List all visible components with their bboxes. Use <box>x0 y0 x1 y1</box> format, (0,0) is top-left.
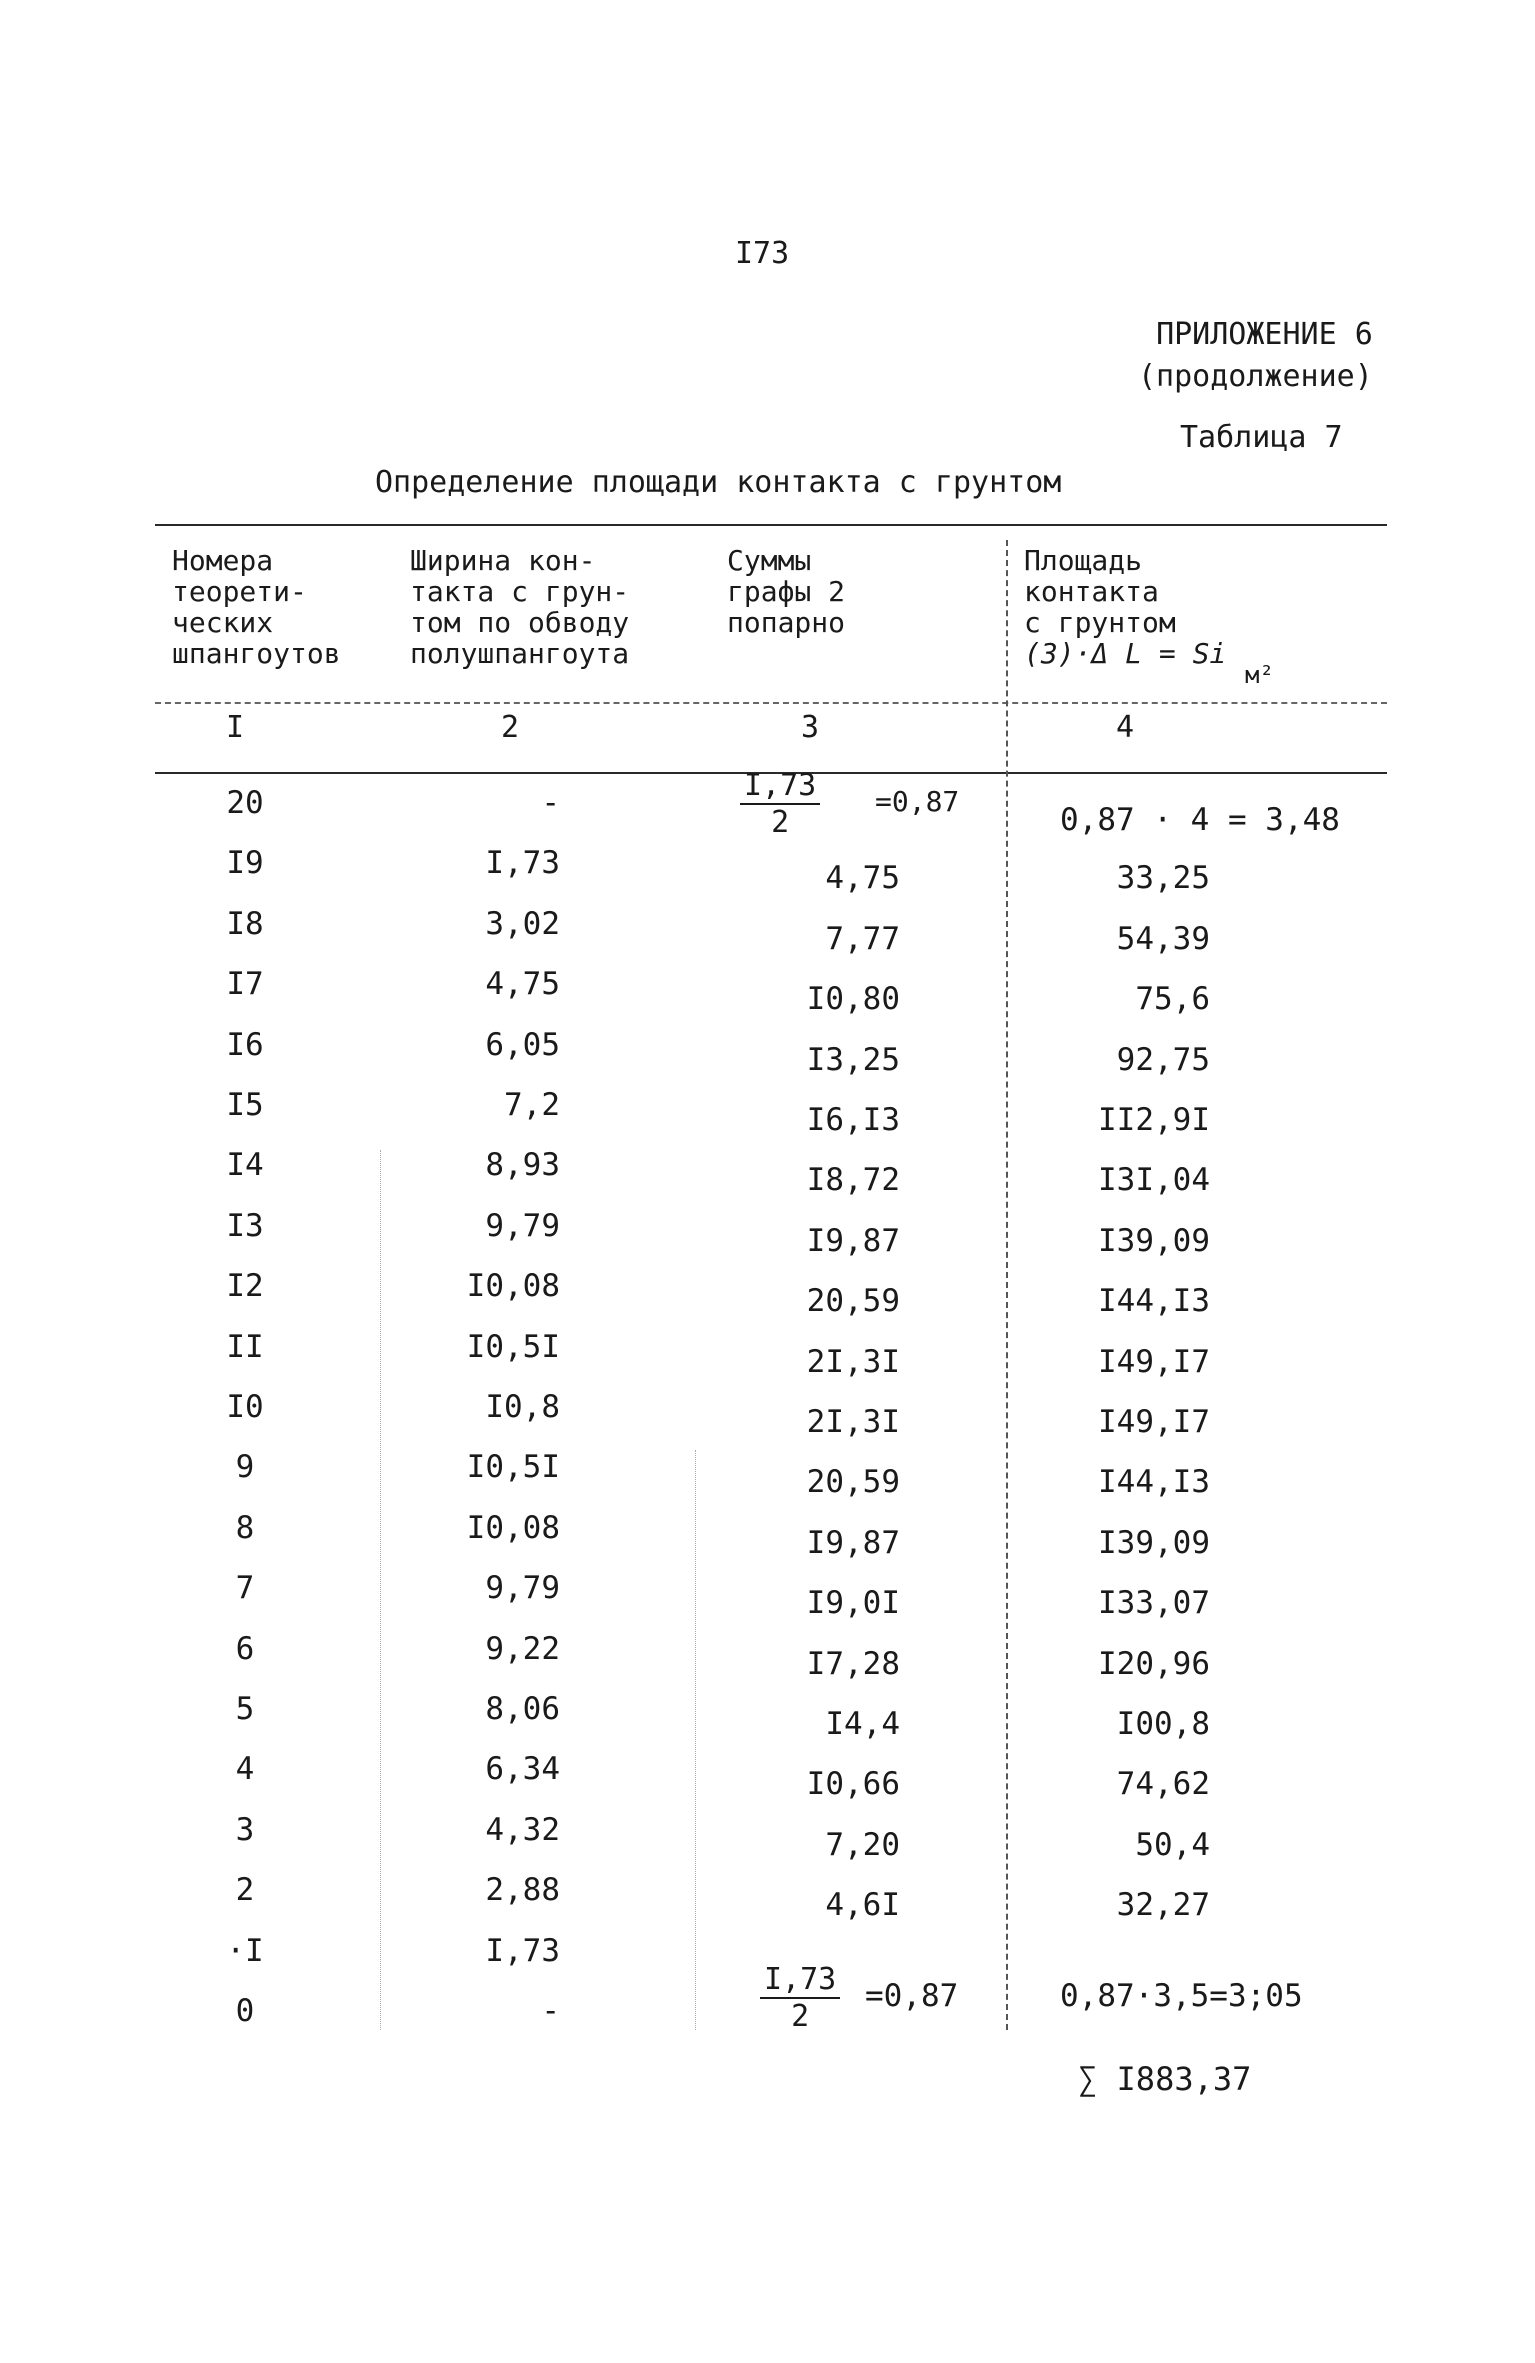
contact-width-cell: 9,79 <box>485 1570 560 1607</box>
header-line: теорети- <box>172 575 307 608</box>
header-line: том по обводу <box>410 606 630 639</box>
frame-number-cell: 0 <box>235 1993 255 2029</box>
contact-width-cell: 2,88 <box>485 1872 560 1909</box>
contact-width-cell: 8,93 <box>485 1147 560 1184</box>
frame-number-cell: 9 <box>235 1449 255 1486</box>
contact-area-cell: I39,09 <box>1098 1524 1210 1561</box>
header-line: графы 2 <box>727 575 846 608</box>
contact-width-cell: I0,5I <box>466 1449 560 1486</box>
pair-sum-first-fraction <box>740 768 820 840</box>
fraction-numerator: I,73 <box>760 1962 840 1999</box>
frame-number-cell: 20 <box>226 785 264 821</box>
contact-area-cell: I3I,04 <box>1098 1162 1210 1199</box>
header-unit: м² <box>1245 661 1274 689</box>
frame-number-cell: I7 <box>226 966 264 1003</box>
contact-width-cell: I0,08 <box>466 1509 560 1546</box>
table-label: Таблица 7 <box>1180 420 1343 455</box>
contact-area-cell: 50,4 <box>1135 1826 1210 1863</box>
header-line: Площадь <box>1024 544 1143 577</box>
header-frame-numbers <box>172 545 341 669</box>
frame-number-cell: 4 <box>235 1751 255 1788</box>
contact-width-cell: 8,06 <box>485 1691 560 1727</box>
contact-area-cell: 32,27 <box>1116 1887 1210 1924</box>
contact-width-cell: I,73 <box>485 1932 560 1969</box>
contact-area-cell: 92,75 <box>1116 1041 1210 1078</box>
fraction-denominator: 2 <box>771 805 790 840</box>
header-line: контакта <box>1024 575 1159 608</box>
contact-width-cell: 3,02 <box>485 905 560 942</box>
contact-width-cell: 7,2 <box>504 1087 560 1123</box>
area-first: 0,87 · 4 = 3,48 <box>1060 802 1340 838</box>
contact-area-cell: II2,9I <box>1098 1102 1210 1138</box>
pair-sum-cell: 4,6I <box>825 1887 900 1924</box>
contact-area-cell: I44,I3 <box>1098 1464 1210 1501</box>
header-line: Ширина кон- <box>410 544 596 577</box>
pair-sum-last-fraction <box>760 1962 840 2034</box>
pair-sum-cell: I8,72 <box>806 1162 900 1199</box>
header-contact-width <box>410 545 629 669</box>
contact-width-cell: 4,32 <box>485 1811 560 1848</box>
frame-number-cell: 3 <box>235 1811 255 1848</box>
pair-sum-cell: I9,87 <box>806 1524 900 1561</box>
contact-width-cell: I0,8 <box>485 1389 560 1425</box>
header-line: такта с грун- <box>410 575 630 608</box>
frame-number-cell: II <box>226 1328 264 1365</box>
contact-area-cell: I49,I7 <box>1098 1404 1210 1440</box>
header-line: шпангоутов <box>172 637 341 670</box>
frame-number-cell: I5 <box>226 1087 264 1123</box>
appendix-title: ПРИЛОЖЕНИЕ 6 <box>1156 317 1373 352</box>
frame-number-cell: I4 <box>226 1147 264 1184</box>
column-2-divider <box>380 1150 381 2030</box>
header-line: попарно <box>727 606 846 639</box>
pair-sum-cell: 2I,3I <box>806 1343 900 1380</box>
contact-width-cell: 6,05 <box>485 1026 560 1063</box>
pair-sum-last-result: =0,87 <box>865 1978 959 2014</box>
pair-sum-cell: 7,77 <box>825 920 900 957</box>
header-pair-sums <box>727 545 845 638</box>
contact-width-cell: - <box>541 785 560 821</box>
appendix-heading <box>1138 314 1373 398</box>
contact-area-cell: I33,07 <box>1098 1585 1210 1622</box>
frame-number-cell: I3 <box>226 1207 264 1244</box>
area-last: 0,87·3,5=3;05 <box>1060 1978 1303 2014</box>
contact-area-cell: I44,I3 <box>1098 1283 1210 1320</box>
header-line: Суммы <box>727 544 812 577</box>
frame-number-cell: I2 <box>226 1268 264 1305</box>
contact-width-cell: - <box>541 1993 560 2029</box>
pair-sum-cell: 7,20 <box>825 1826 900 1863</box>
header-contact-area <box>1024 545 1226 669</box>
frame-number-cell: I6 <box>226 1026 264 1063</box>
column-number-1: I <box>225 710 245 745</box>
contact-width-cell: I0,5I <box>466 1328 560 1365</box>
column-3-divider <box>695 1450 696 2030</box>
pair-sum-cell: I6,I3 <box>806 1102 900 1138</box>
contact-area-cell: I49,I7 <box>1098 1343 1210 1380</box>
contact-width-cell: 6,34 <box>485 1751 560 1788</box>
header-formula: (3)·Δ L = Si <box>1024 637 1227 670</box>
contact-area-cell: I39,09 <box>1098 1222 1210 1259</box>
contact-width-cell: I,73 <box>485 845 560 882</box>
column-number-2: 2 <box>500 710 520 745</box>
frame-number-cell: I8 <box>226 905 264 942</box>
area-total: ∑ I883,37 <box>1078 2060 1252 2098</box>
header-line: с грунтом <box>1024 606 1176 639</box>
contact-area-cell: 54,39 <box>1116 920 1210 957</box>
frame-number-cell: ·I <box>226 1932 264 1969</box>
contact-area-cell: 74,62 <box>1116 1766 1210 1803</box>
frame-number-cell: 6 <box>235 1630 255 1667</box>
table-caption: Определение площади контакта с грунтом <box>375 465 1062 500</box>
frame-number-cell: 7 <box>235 1570 255 1607</box>
pair-sum-cell: I7,28 <box>806 1645 900 1682</box>
contact-area-cell: 75,6 <box>1135 981 1210 1018</box>
pair-sum-cell: I9,0I <box>806 1585 900 1622</box>
contact-area-cell: I00,8 <box>1116 1706 1210 1742</box>
pair-sum-cell: 4,75 <box>825 860 900 897</box>
pair-sum-cell: I4,4 <box>825 1706 900 1742</box>
pair-sum-cell: 20,59 <box>806 1283 900 1320</box>
fraction-denominator: 2 <box>791 1999 810 2034</box>
frame-number-cell: I0 <box>226 1389 264 1425</box>
pair-sum-first-result: =0,87 <box>875 785 960 818</box>
header-line: ческих <box>172 606 274 639</box>
frame-number-cell: 5 <box>235 1691 255 1727</box>
contact-area-cell: 33,25 <box>1116 860 1210 897</box>
frame-number-cell: 8 <box>235 1509 255 1546</box>
header-bottom-rule <box>155 702 1387 704</box>
pair-sum-cell: I0,66 <box>806 1766 900 1803</box>
contact-area-cell: I20,96 <box>1098 1645 1210 1682</box>
contact-width-cell: 4,75 <box>485 966 560 1003</box>
pair-sum-cell: 2I,3I <box>806 1404 900 1440</box>
pair-sum-cell: 20,59 <box>806 1464 900 1501</box>
frame-number-cell: I9 <box>226 845 264 882</box>
column-number-4: 4 <box>1115 710 1135 745</box>
header-line: полушпангоута <box>410 637 630 670</box>
column-4-divider <box>1006 540 1008 2030</box>
pair-sum-cell: I0,80 <box>806 981 900 1018</box>
contact-width-cell: 9,22 <box>485 1630 560 1667</box>
contact-width-cell: I0,08 <box>466 1268 560 1305</box>
header-line: Номера <box>172 544 274 577</box>
page-number: I73 <box>735 236 790 271</box>
pair-sum-cell: I9,87 <box>806 1222 900 1259</box>
column-number-3: 3 <box>800 710 820 745</box>
pair-sum-cell: I3,25 <box>806 1041 900 1078</box>
appendix-continuation: (продолжение) <box>1138 359 1373 394</box>
contact-width-cell: 9,79 <box>485 1207 560 1244</box>
table-top-rule <box>155 524 1387 526</box>
frame-number-cell: 2 <box>235 1872 255 1909</box>
fraction-numerator: I,73 <box>740 768 820 805</box>
